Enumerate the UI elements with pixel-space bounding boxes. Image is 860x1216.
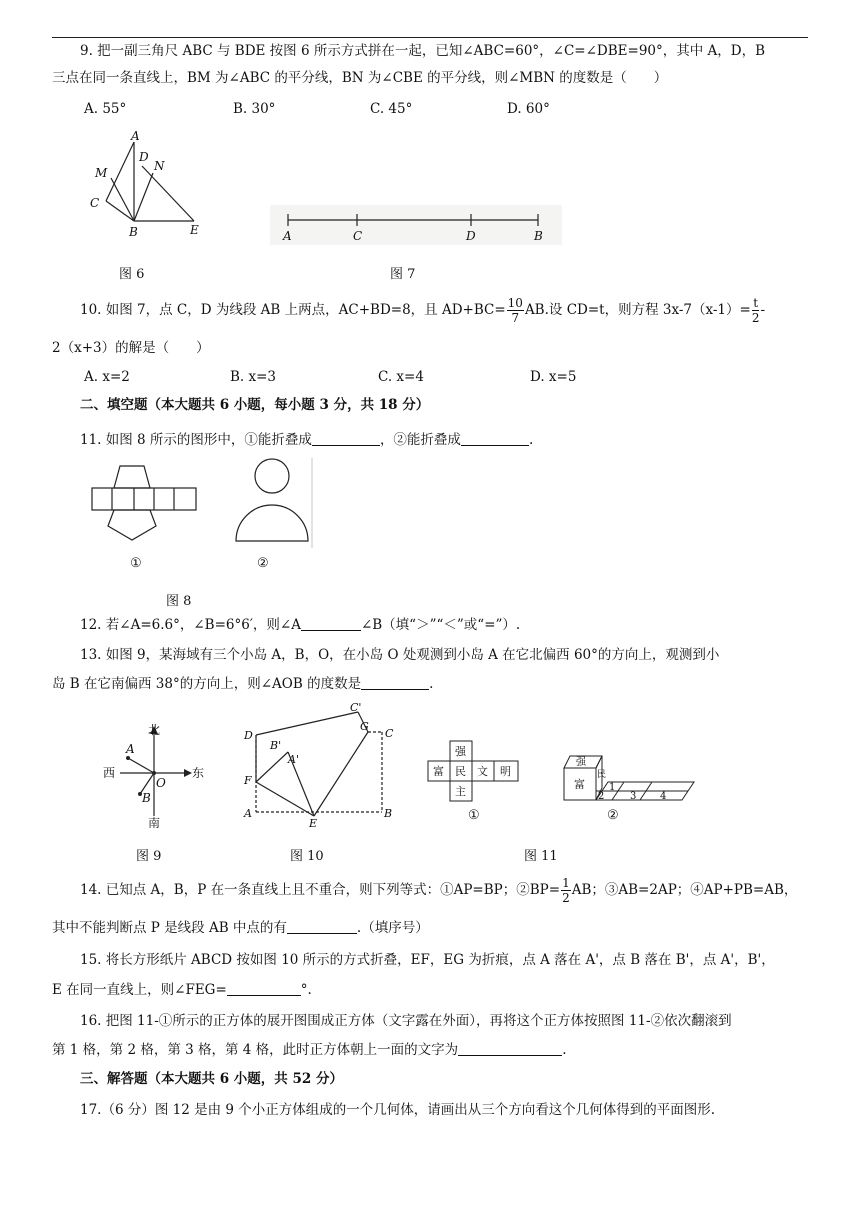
fig7-label-c: C bbox=[353, 229, 363, 243]
q10-text-post: - bbox=[760, 302, 766, 318]
fig6-label-a: A bbox=[131, 129, 140, 143]
q14-text-line2-pre: 其中不能判断点 P 是线段 AB 中点的有 bbox=[52, 920, 287, 936]
q13-text-pre: 岛 B 在它南偏西 38°的方向上，则∠AOB 的度数是 bbox=[52, 676, 362, 692]
q10-fraction-1 bbox=[507, 296, 524, 325]
figure-6-triangles bbox=[84, 128, 214, 240]
q11-line bbox=[80, 430, 533, 450]
q11-blank-2 bbox=[461, 431, 529, 446]
q14-text-pre: 14. 已知点 A，B，P 在一条直线上且不重合，则下列等式：①AP=BP；②BP= bbox=[80, 882, 561, 898]
fig11-label-1: ① bbox=[468, 808, 480, 823]
fig10-label-f: F bbox=[244, 774, 252, 787]
q14-frac-den: 2 bbox=[562, 891, 570, 905]
fig9-label-b: B bbox=[142, 791, 151, 805]
fig11-grid-3: 3 bbox=[630, 791, 637, 802]
header-rule bbox=[52, 37, 808, 38]
q11-blank-1 bbox=[312, 431, 380, 446]
fig7-label-b: B bbox=[534, 229, 543, 243]
q11-text-mid: ，②能折叠成 bbox=[379, 432, 461, 448]
fig11-caption: 图 11 bbox=[524, 849, 558, 864]
fig10-caption: 图 10 bbox=[290, 849, 324, 864]
q9-option-a: A. 55° bbox=[84, 101, 127, 117]
q10-text-mid: AB.设 CD=t，则方程 3x-7（x-1）= bbox=[524, 302, 751, 318]
q10-frac2-den: 2 bbox=[751, 311, 760, 325]
fig10-label-a: A bbox=[244, 807, 252, 820]
figure-9-compass bbox=[88, 720, 208, 830]
fig6-label-c: C bbox=[90, 196, 100, 210]
fig6-caption: 图 6 bbox=[119, 267, 145, 282]
q16-text-post: . bbox=[562, 1042, 567, 1058]
q16-text-pre: 第 1 格，第 2 格，第 3 格，第 4 格，此时正方体朝上一面的文字为 bbox=[52, 1042, 459, 1058]
fig8-caption: 图 8 bbox=[166, 594, 192, 609]
q9-option-d: D. 60° bbox=[507, 101, 550, 117]
fig11-cube-side: 民 bbox=[597, 770, 607, 780]
q14-line2 bbox=[52, 918, 429, 938]
q13-blank bbox=[361, 675, 429, 690]
q14-blank bbox=[287, 919, 357, 934]
q10-option-c: C. x=4 bbox=[378, 369, 424, 385]
q12-line bbox=[80, 615, 520, 635]
q13-line2 bbox=[52, 674, 433, 694]
q15-blank bbox=[227, 981, 301, 996]
fig9-east: 东 bbox=[192, 766, 205, 780]
fig7-label-d: D bbox=[466, 229, 476, 243]
q10-option-b: B. x=3 bbox=[230, 369, 277, 385]
q9-option-b: B. 30° bbox=[233, 101, 276, 117]
fig11-net-char-4: 文 bbox=[477, 765, 488, 778]
q10-option-a: A. x=2 bbox=[84, 369, 130, 385]
fig9-west: 西 bbox=[103, 766, 116, 780]
section-2-heading: 二、填空题（本大题共 6 小题，每小题 3 分，共 18 分） bbox=[80, 397, 430, 413]
section-3-heading: 三、解答题（本大题共 6 小题，共 52 分） bbox=[80, 1071, 343, 1087]
q11-text-pre: 11. 如图 8 所示的图形中，①能折叠成 bbox=[80, 432, 312, 448]
fig11-net-char-2: 富 bbox=[433, 765, 444, 778]
q9-line1: 9. 把一副三角尺 ABC 与 BDE 按图 6 所示方式拼在一起，已知∠ABC=60°，∠C=∠DBE=90°，其中 A，D，B bbox=[80, 43, 766, 59]
fig8-label-1: ① bbox=[130, 556, 142, 571]
q15-text-pre: E 在同一直线上，则∠FEG= bbox=[52, 982, 227, 998]
q10-line2: 2（x+3）的解是（ ） bbox=[52, 340, 210, 356]
fig6-label-n: N bbox=[154, 159, 165, 173]
fig11-cube-top: 强 bbox=[576, 757, 586, 768]
fig10-label-e: E bbox=[309, 817, 318, 828]
q15-line2 bbox=[52, 980, 312, 1000]
q15-text-post: °. bbox=[300, 982, 312, 998]
figure-10-folding bbox=[238, 700, 398, 828]
fig7-label-a: A bbox=[283, 229, 292, 243]
q10-text-pre: 10. 如图 7，点 C，D 为线段 AB 上两点，AC+BD=8，且 AD+BC= bbox=[80, 302, 506, 318]
fig9-north: 北 bbox=[148, 723, 161, 737]
q16-line1: 16. 把图 11-①所示的正方体的展开图围成正方体（文字露在外面），再将这个正方体按照图 11-②依次翻滚到 bbox=[80, 1013, 732, 1029]
fig6-label-d: D bbox=[139, 150, 149, 164]
fig11-grid-4: 4 bbox=[660, 791, 667, 802]
q14-fraction bbox=[561, 876, 571, 905]
q10-frac1-num: 10 bbox=[507, 296, 523, 310]
fig11-label-2: ② bbox=[607, 808, 619, 823]
q12-text-post: ∠B（填“＞”“＜”或“=”）. bbox=[360, 617, 521, 633]
q15-line1: 15. 将长方形纸片 ABCD 按如图 10 所示的方式折叠，EF，EG 为折痕，点 A 落在 A'，点 B 落在 B'，点 A'，B'， bbox=[80, 952, 775, 968]
fig11-net-char-1: 强 bbox=[455, 745, 466, 758]
q14-line1 bbox=[80, 873, 797, 907]
figure-7-segment bbox=[270, 205, 562, 245]
q12-text-pre: 12. 若∠A=6.6°，∠B=6°6′，则∠A bbox=[80, 617, 301, 633]
fig11-cube-front: 富 bbox=[574, 778, 585, 791]
fig11-net-char-5: 明 bbox=[500, 765, 511, 778]
fig6-label-b: B bbox=[129, 225, 138, 239]
fig10-label-b-prime: B' bbox=[270, 739, 282, 752]
fig9-caption: 图 9 bbox=[136, 849, 162, 864]
q11-text-post: . bbox=[528, 432, 534, 448]
q14-text-line2-post: .（填序号） bbox=[356, 920, 429, 936]
q16-line2 bbox=[52, 1040, 566, 1060]
q16-blank bbox=[458, 1041, 562, 1056]
fig9-south: 南 bbox=[148, 816, 161, 830]
q14-text-post: AB；③AB=2AP；④AP+PB=AB， bbox=[571, 882, 798, 898]
fig11-net-char-3: 民 bbox=[455, 765, 466, 778]
fig10-label-c-prime: C' bbox=[350, 701, 362, 714]
fig10-label-b: B bbox=[384, 807, 393, 820]
fig11-grid-1: 1 bbox=[609, 782, 616, 793]
fig10-label-d: D bbox=[244, 729, 253, 742]
q14-frac-num: 1 bbox=[562, 876, 570, 890]
q13-text-post: . bbox=[429, 676, 434, 692]
fig8-label-2: ② bbox=[257, 556, 269, 571]
q10-fraction-2 bbox=[752, 296, 760, 325]
fig6-label-e: E bbox=[190, 223, 199, 237]
fig10-label-c: C bbox=[385, 727, 394, 740]
fig10-label-g: G bbox=[360, 720, 369, 733]
q13-line1: 13. 如图 9，某海域有三个小岛 A，B，O，在小岛 O 处观测到小岛 A 在它北偏西 60°的方向上，观测到小 bbox=[80, 647, 720, 663]
fig7-caption: 图 7 bbox=[390, 267, 416, 282]
figure-8-nets bbox=[86, 456, 318, 548]
fig6-label-m: M bbox=[95, 166, 108, 180]
figure-11-cube bbox=[424, 738, 704, 828]
q10-frac1-den: 7 bbox=[511, 311, 520, 325]
q17-line: 17.（6 分）图 12 是由 9 个小正方体组成的一个几何体，请画出从三个方向看这个几何体得到的平面图形. bbox=[80, 1102, 716, 1118]
q9-option-c: C. 45° bbox=[370, 101, 413, 117]
fig9-label-o: O bbox=[156, 776, 166, 790]
q10-line1 bbox=[80, 293, 765, 327]
fig11-grid-2: 2 bbox=[598, 791, 605, 802]
q10-frac2-num: t bbox=[753, 296, 759, 310]
q10-option-d: D. x=5 bbox=[530, 369, 577, 385]
q12-blank bbox=[301, 616, 361, 631]
fig10-label-a-prime: A' bbox=[288, 753, 299, 766]
fig11-net-char-6: 主 bbox=[455, 785, 466, 798]
q9-line2: 三点在同一条直线上，BM 为∠ABC 的平分线，BN 为∠CBE 的平分线，则∠MBN 的度数是（ ） bbox=[52, 70, 668, 86]
fig9-label-a: A bbox=[126, 742, 135, 756]
